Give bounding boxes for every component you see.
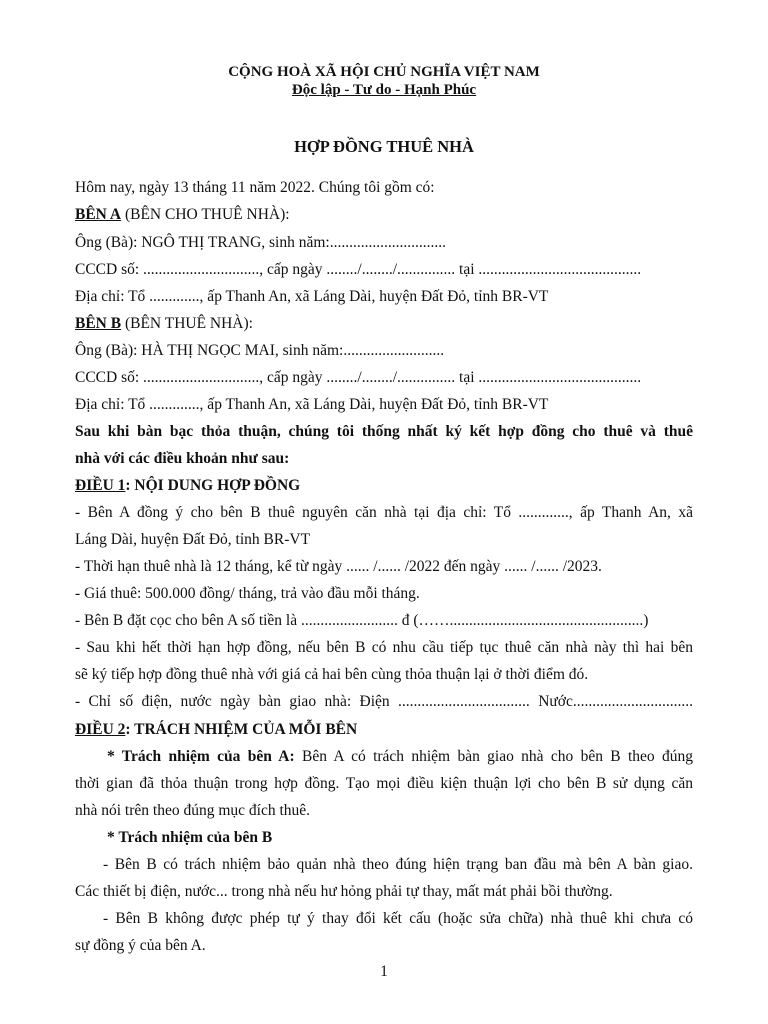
article-1-line-8: - Chỉ số điện, nước ngày bàn giao nhà: Điện .................................. Nước............................... (75, 693, 693, 710)
article-1-line-6: - Sau khi hết thời hạn hợp đồng, nếu bên B có nhu cầu tiếp tục thuê căn nhà này thì hai bên (75, 639, 693, 656)
party-b-id: CCCD số: .............................., cấp ngày ......../......../............... tại .......................................... (75, 369, 642, 386)
article-2-title: : TRÁCH NHIỆM CỦA MỖI BÊN (125, 721, 358, 738)
party-b-duty-line-1: - Bên B có trách nhiệm bảo quản nhà theo đúng hiện trạng ban đầu mà bên A bàn giao. (103, 856, 693, 873)
party-a-id: CCCD số: .............................., cấp ngày ......../......../............... tại .......................................... (75, 261, 642, 278)
party-a-duty-line-2: thời gian đã thỏa thuận trong hợp đồng. Tạo mọi điều kiện thuận lợi cho bên B sử dụng căn (75, 775, 693, 792)
party-a-duty-line-1 (107, 747, 693, 767)
party-b-duty-line-3: - Bên B không được phép tự ý thay đổi kết cấu (hoặc sửa chữa) nhà thuê khi chưa có (103, 910, 693, 927)
party-b-label: BÊN B (75, 315, 122, 332)
party-b-address: Địa chỉ: Tổ ............., ấp Thanh An, xã Láng Dài, huyện Đất Đỏ, tỉnh BR-VT (75, 396, 549, 413)
party-b-duty-line-2: Các thiết bị điện, nước... trong nhà nếu hư hỏng phải tự thay, mất mát phải bồi thường. (75, 883, 613, 900)
party-a-role: (BÊN CHO THUÊ NHÀ): (121, 206, 290, 223)
party-a-address: Địa chỉ: Tổ ............., ấp Thanh An, xã Láng Dài, huyện Đất Đỏ, tỉnh BR-VT (75, 288, 549, 305)
article-1-line-7: sẽ ký tiếp hợp đồng thuê nhà với giá cả hai bên cùng thỏa thuận lại ở thời điểm đó. (75, 666, 589, 683)
party-a-duty-text: Bên A có trách nhiệm bàn giao nhà cho bên B theo đúng (294, 748, 693, 765)
party-a-name: Ông (Bà): NGÔ THỊ TRANG, sinh năm:.............................. (75, 234, 446, 251)
national-title: CỘNG HOÀ XÃ HỘI CHỦ NGHĨA VIỆT NAM (228, 64, 540, 80)
article-1-heading (75, 476, 693, 496)
party-a-duty-heading: * Trách nhiệm của bên A: (107, 748, 295, 765)
article-1-line-4: - Giá thuê: 500.000 đồng/ tháng, trả vào đầu mỗi tháng. (75, 585, 420, 602)
article-1-title: : NỘI DUNG HỢP ĐỒNG (125, 477, 301, 494)
party-a-label: BÊN A (75, 206, 122, 223)
page-number: 1 (380, 963, 388, 980)
agreement-line-1: Sau khi bàn bạc thỏa thuận, chúng tôi thống nhất ký kết hợp đồng cho thuê và thuê (75, 423, 693, 440)
article-2-heading (75, 720, 693, 740)
intro-line: Hôm nay, ngày 13 tháng 11 năm 2022. Chúng tôi gồm có: (75, 179, 435, 196)
article-1-line-3: - Thời hạn thuê nhà là 12 tháng, kể từ ngày ...... /...... /2022 đến ngày ...... /...... /2023. (75, 558, 602, 575)
party-b-heading (75, 314, 693, 334)
article-2-label: ĐIỀU 2 (75, 721, 126, 738)
agreement-line-2: nhà với các điều khoản như sau: (75, 450, 290, 467)
party-b-duty-heading: * Trách nhiệm của bên B (107, 829, 273, 846)
article-1-line-1: - Bên A đồng ý cho bên B thuê nguyên căn nhà tại địa chỉ: Tổ ............., ấp Thanh An, xã (75, 504, 693, 521)
party-b-name: Ông (Bà): HÀ THỊ NGỌC MAI, sinh năm:.......................... (75, 342, 445, 359)
party-b-role: (BÊN THUÊ NHÀ): (121, 315, 253, 332)
party-b-duty-line-4: sự đồng ý của bên A. (75, 937, 206, 954)
party-a-duty-line-3: nhà nói trên theo đúng mục đích thuê. (75, 802, 311, 819)
article-1-label: ĐIỀU 1 (75, 477, 126, 494)
document-title: HỢP ĐỒNG THUÊ NHÀ (294, 137, 474, 156)
article-1-line-5: - Bên B đặt cọc cho bên A số tiền là ......................... đ (……..................................................) (75, 612, 649, 629)
article-1-line-2: Láng Dài, huyện Đất Đỏ, tỉnh BR-VT (75, 531, 311, 548)
party-a-heading (75, 205, 693, 225)
motto: Độc lập - Tư do - Hạnh Phúc (291, 82, 477, 98)
